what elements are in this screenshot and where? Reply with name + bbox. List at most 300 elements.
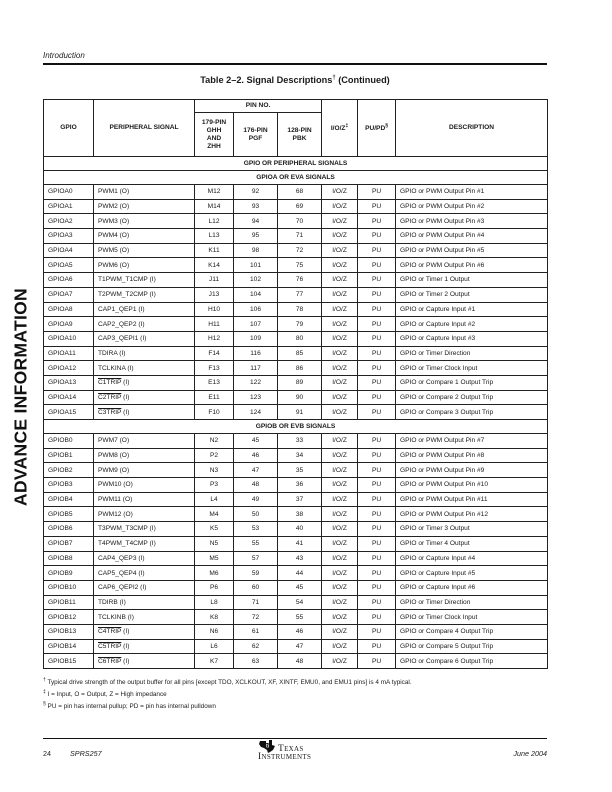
gpio-cell: GPIOB15	[44, 654, 94, 669]
pin-128-cell: 54	[278, 595, 322, 610]
ioz-cell: I/O/Z	[322, 258, 358, 273]
description-cell: GPIO or Timer Direction	[396, 346, 548, 361]
col-header-176-pin: 176-PIN PGF	[234, 113, 278, 157]
signal-name: T2PWM_T2CMP	[98, 291, 148, 299]
ioz-cell: I/O/Z	[322, 331, 358, 346]
pin-179-cell: K7	[195, 654, 234, 669]
ioz-cell: I/O/Z	[322, 405, 358, 420]
ioz-cell: I/O/Z	[322, 639, 358, 654]
ioz-cell: I/O/Z	[322, 361, 358, 376]
ioz-cell: I/O/Z	[322, 580, 358, 595]
signal-name: CAP5_QEP4	[98, 569, 137, 577]
description-cell: GPIO or Capture Input #1	[396, 302, 548, 317]
pupd-cell: PU	[358, 551, 396, 566]
section-row-gpioa: GPIOA OR EVA SIGNALS	[44, 171, 548, 185]
signal-direction: (I)	[125, 613, 134, 621]
table-row	[44, 273, 548, 288]
table-title-text: Table 2–2. Signal Descriptions	[200, 75, 333, 86]
gpio-cell: GPIOA9	[44, 317, 94, 332]
ioz-cell: I/O/Z	[322, 654, 358, 669]
pin-128-cell: 71	[278, 229, 322, 244]
signal-name: C6TRIP	[98, 657, 122, 665]
pupd-cell: PU	[358, 654, 396, 669]
gpio-cell: GPIOA12	[44, 361, 94, 376]
gpio-cell: GPIOB0	[44, 434, 94, 449]
signal-direction: (O)	[117, 217, 130, 225]
pin-179-cell: H10	[195, 302, 234, 317]
peripheral-signal-cell	[94, 302, 195, 317]
ioz-cell: I/O/Z	[322, 346, 358, 361]
signal-direction: (O)	[121, 510, 133, 518]
signal-name: T3PWM_T3CMP	[98, 525, 148, 533]
description-cell: GPIO or Compare 5 Output Trip	[396, 639, 548, 654]
texas-instruments-logo	[258, 740, 338, 764]
gpio-cell: GPIOB14	[44, 639, 94, 654]
gpio-cell: GPIOA15	[44, 405, 94, 420]
table-row	[44, 580, 548, 595]
pin-179-cell: H12	[195, 331, 234, 346]
peripheral-signal-cell	[94, 463, 195, 478]
pin-128-cell: 85	[278, 346, 322, 361]
table-title	[43, 75, 547, 85]
svg-text:ti: ti	[266, 743, 270, 750]
table-row	[44, 346, 548, 361]
peripheral-signal-cell	[94, 331, 195, 346]
ioz-cell: I/O/Z	[322, 390, 358, 405]
pin-176-cell: 92	[234, 185, 278, 200]
table-row	[44, 375, 548, 390]
footnote-double-dagger: ‡ I = Input, O = Output, Z = High impedance	[43, 689, 167, 699]
table-row	[44, 492, 548, 507]
description-cell: GPIO or Timer 2 Output	[396, 287, 548, 302]
table-row	[44, 639, 548, 654]
signal-direction: (O)	[117, 466, 130, 474]
table-row	[44, 243, 548, 258]
pin-176-cell: 71	[234, 595, 278, 610]
gpio-cell: GPIOA5	[44, 258, 94, 273]
side-banner	[8, 283, 34, 511]
description-cell: GPIO or PWM Output Pin #7	[396, 434, 548, 449]
document-id: SPRS257	[70, 749, 102, 758]
gpio-cell: GPIOB2	[44, 463, 94, 478]
description-cell: GPIO or Capture Input #4	[396, 551, 548, 566]
pin-179-cell: M12	[195, 185, 234, 200]
table-row	[44, 214, 548, 229]
peripheral-signal-cell	[94, 287, 195, 302]
col-header-peripheral-signal: PERIPHERAL SIGNAL	[94, 100, 195, 157]
ioz-cell: I/O/Z	[322, 214, 358, 229]
col-header-description: DESCRIPTION	[396, 100, 548, 157]
ioz-cell: I/O/Z	[322, 243, 358, 258]
signal-direction: (I)	[125, 364, 134, 372]
pin-179-cell: F10	[195, 405, 234, 420]
description-cell: GPIO or Timer Direction	[396, 595, 548, 610]
gpio-cell: GPIOA11	[44, 346, 94, 361]
pin-176-cell: 107	[234, 317, 278, 332]
description-cell: GPIO or PWM Output Pin #12	[396, 507, 548, 522]
peripheral-signal-cell	[94, 624, 195, 639]
gpio-cell: GPIOA4	[44, 243, 94, 258]
ioz-cell: I/O/Z	[322, 448, 358, 463]
signal-direction: (I)	[121, 379, 130, 387]
ioz-cell: I/O/Z	[322, 551, 358, 566]
pin-128-cell: 68	[278, 185, 322, 200]
pin-176-cell: 104	[234, 287, 278, 302]
pin-176-cell: 62	[234, 639, 278, 654]
peripheral-signal-cell	[94, 566, 195, 581]
pupd-cell: PU	[358, 346, 396, 361]
table-row	[44, 258, 548, 273]
pin-176-cell: 49	[234, 492, 278, 507]
pin-176-cell: 53	[234, 522, 278, 537]
pin-179-cell: E11	[195, 390, 234, 405]
peripheral-signal-cell	[94, 434, 195, 449]
signal-direction: (O)	[117, 437, 130, 445]
pin-179-cell: F14	[195, 346, 234, 361]
pin-128-cell: 47	[278, 639, 322, 654]
gpio-cell: GPIOA1	[44, 199, 94, 214]
pin-179-cell: K8	[195, 610, 234, 625]
pupd-cell: PU	[358, 522, 396, 537]
signal-direction: (I)	[121, 393, 130, 401]
signal-name: PWM4	[98, 232, 118, 240]
pin-176-cell: 102	[234, 273, 278, 288]
gpio-cell: GPIOB12	[44, 610, 94, 625]
pupd-cell: PU	[358, 624, 396, 639]
peripheral-signal-cell	[94, 405, 195, 420]
peripheral-signal-cell	[94, 595, 195, 610]
description-cell: GPIO or PWM Output Pin #11	[396, 492, 548, 507]
pin-128-cell: 79	[278, 317, 322, 332]
pin-179-cell: F13	[195, 361, 234, 376]
table-title-footnote-mark: †	[332, 75, 336, 81]
pin-128-cell: 86	[278, 361, 322, 376]
peripheral-signal-cell	[94, 375, 195, 390]
signal-name: PWM2	[98, 203, 118, 211]
pupd-cell: PU	[358, 405, 396, 420]
advance-information-label: ADVANCE INFORMATION	[10, 288, 31, 506]
pupd-cell: PU	[358, 492, 396, 507]
pin-176-cell: 57	[234, 551, 278, 566]
signal-direction: (I)	[121, 657, 130, 665]
pin-176-cell: 59	[234, 566, 278, 581]
pupd-cell: PU	[358, 390, 396, 405]
signal-direction: (I)	[147, 525, 156, 533]
signal-direction: (O)	[117, 261, 130, 269]
col-header-gpio: GPIO	[44, 100, 94, 157]
description-cell: GPIO or PWM Output Pin #8	[396, 448, 548, 463]
ioz-cell: I/O/Z	[322, 199, 358, 214]
pin-176-cell: 45	[234, 434, 278, 449]
ioz-cell: I/O/Z	[322, 610, 358, 625]
signal-name: TDIRB	[98, 598, 118, 606]
peripheral-signal-cell	[94, 390, 195, 405]
pin-128-cell: 35	[278, 463, 322, 478]
ti-logo-line2: Instruments	[258, 752, 312, 762]
signal-direction: (I)	[121, 408, 130, 416]
signal-direction: (I)	[121, 628, 130, 636]
signal-name: PWM8	[98, 452, 118, 460]
ioz-cell: I/O/Z	[322, 624, 358, 639]
description-cell: GPIO or Timer 3 Output	[396, 522, 548, 537]
table-row	[44, 331, 548, 346]
signal-direction: (O)	[117, 452, 130, 460]
signal-descriptions-table	[43, 99, 548, 669]
pin-176-cell: 72	[234, 610, 278, 625]
description-cell: GPIO or PWM Output Pin #10	[396, 478, 548, 493]
signal-name: PWM11	[98, 496, 121, 504]
pin-176-cell: 117	[234, 361, 278, 376]
description-cell: GPIO or Compare 4 Output Trip	[396, 624, 548, 639]
pin-179-cell: K5	[195, 522, 234, 537]
ioz-cell: I/O/Z	[322, 434, 358, 449]
gpio-cell: GPIOB8	[44, 551, 94, 566]
signal-name: T1PWM_T1CMP	[98, 276, 148, 284]
pin-176-cell: 116	[234, 346, 278, 361]
pin-176-cell: 55	[234, 536, 278, 551]
pin-179-cell: M5	[195, 551, 234, 566]
ioz-cell: I/O/Z	[322, 302, 358, 317]
description-cell: GPIO or PWM Output Pin #9	[396, 463, 548, 478]
signal-name: PWM6	[98, 261, 118, 269]
pin-179-cell: L6	[195, 639, 234, 654]
description-cell: GPIO or Compare 1 Output Trip	[396, 375, 548, 390]
pin-128-cell: 90	[278, 390, 322, 405]
peripheral-signal-cell	[94, 214, 195, 229]
gpio-cell: GPIOB6	[44, 522, 94, 537]
peripheral-signal-cell	[94, 522, 195, 537]
table-row	[44, 229, 548, 244]
gpio-cell: GPIOA2	[44, 214, 94, 229]
signal-direction: (O)	[117, 232, 130, 240]
signal-name: CAP4_QEP3	[98, 554, 137, 562]
ioz-cell: I/O/Z	[322, 478, 358, 493]
description-cell: GPIO or Timer Clock Input	[396, 610, 548, 625]
pin-128-cell: 72	[278, 243, 322, 258]
ioz-cell: I/O/Z	[322, 492, 358, 507]
pupd-cell: PU	[358, 361, 396, 376]
pin-179-cell: N5	[195, 536, 234, 551]
pin-176-cell: 101	[234, 258, 278, 273]
table-title-suffix: (Continued)	[335, 75, 390, 86]
pin-179-cell: K14	[195, 258, 234, 273]
pin-128-cell: 37	[278, 492, 322, 507]
pin-128-cell: 78	[278, 302, 322, 317]
col-header-ioz: I/O/Z‡	[322, 100, 358, 157]
peripheral-signal-cell	[94, 654, 195, 669]
gpio-cell: GPIOA14	[44, 390, 94, 405]
table-row	[44, 405, 548, 420]
signal-name: CAP6_QEPI2	[98, 584, 139, 592]
pin-128-cell: 48	[278, 654, 322, 669]
peripheral-signal-cell	[94, 273, 195, 288]
signal-direction: (I)	[117, 598, 126, 606]
peripheral-signal-cell	[94, 229, 195, 244]
pin-179-cell: L12	[195, 214, 234, 229]
pin-179-cell: J11	[195, 273, 234, 288]
gpio-cell: GPIOA7	[44, 287, 94, 302]
signal-direction: (O)	[121, 481, 133, 489]
pin-128-cell: 89	[278, 375, 322, 390]
pin-128-cell: 36	[278, 478, 322, 493]
signal-name: PWM7	[98, 437, 118, 445]
pupd-cell: PU	[358, 273, 396, 288]
pupd-cell: PU	[358, 507, 396, 522]
pin-128-cell: 46	[278, 624, 322, 639]
ioz-cell: I/O/Z	[322, 507, 358, 522]
pupd-cell: PU	[358, 610, 396, 625]
gpio-cell: GPIOB13	[44, 624, 94, 639]
peripheral-signal-cell	[94, 639, 195, 654]
pupd-cell: PU	[358, 536, 396, 551]
pupd-cell: PU	[358, 375, 396, 390]
pin-176-cell: 60	[234, 580, 278, 595]
peripheral-signal-cell	[94, 478, 195, 493]
pin-176-cell: 123	[234, 390, 278, 405]
pin-128-cell: 40	[278, 522, 322, 537]
gpio-cell: GPIOB3	[44, 478, 94, 493]
peripheral-signal-cell	[94, 448, 195, 463]
pin-128-cell: 44	[278, 566, 322, 581]
peripheral-signal-cell	[94, 199, 195, 214]
footnote-dagger: † Typical drive strength of the output buffer for all pins [except TDO, XCLKOUT, XF, XINTF, EMU0, and EMU1 pins] is 4 mA typical.	[43, 677, 412, 687]
ioz-cell: I/O/Z	[322, 566, 358, 581]
signal-name: TDIRA	[98, 349, 118, 357]
pin-128-cell: 55	[278, 610, 322, 625]
signal-name: T4PWM_T4CMP	[98, 540, 148, 548]
description-cell: GPIO or Capture Input #3	[396, 331, 548, 346]
signal-direction: (I)	[147, 276, 156, 284]
pupd-cell: PU	[358, 595, 396, 610]
ti-logo-line1: Texas	[278, 744, 304, 754]
gpio-cell: GPIOB4	[44, 492, 94, 507]
section-label: Introduction	[43, 51, 85, 60]
description-cell: GPIO or Compare 3 Output Trip	[396, 405, 548, 420]
table-row	[44, 522, 548, 537]
peripheral-signal-cell	[94, 346, 195, 361]
gpio-cell: GPIOA13	[44, 375, 94, 390]
pin-179-cell: M4	[195, 507, 234, 522]
footnote-section: § PU = pin has internal pullup; PD = pin has internal pulldown	[43, 701, 216, 711]
pupd-cell: PU	[358, 317, 396, 332]
pin-128-cell: 33	[278, 434, 322, 449]
signal-name: C2TRIP	[98, 393, 122, 401]
pin-128-cell: 91	[278, 405, 322, 420]
pin-128-cell: 80	[278, 331, 322, 346]
peripheral-signal-cell	[94, 536, 195, 551]
peripheral-signal-cell	[94, 507, 195, 522]
pin-128-cell: 69	[278, 199, 322, 214]
section-row-gpiob: GPIOB OR EVB SIGNALS	[44, 420, 548, 434]
bottom-rule	[43, 738, 547, 739]
pin-176-cell: 48	[234, 478, 278, 493]
signal-direction: (I)	[117, 349, 126, 357]
pupd-cell: PU	[358, 566, 396, 581]
pin-128-cell: 34	[278, 448, 322, 463]
signal-name: CAP1_QEP1	[98, 305, 137, 313]
pin-176-cell: 124	[234, 405, 278, 420]
pin-128-cell: 45	[278, 580, 322, 595]
signal-name: C5TRIP	[98, 642, 122, 650]
pin-128-cell: 70	[278, 214, 322, 229]
signal-name: CAP2_QEP2	[98, 320, 137, 328]
section-row-gpio-or-peripheral: GPIO OR PERIPHERAL SIGNALS	[44, 157, 548, 171]
pin-176-cell: 63	[234, 654, 278, 669]
peripheral-signal-cell	[94, 243, 195, 258]
signal-direction: (O)	[120, 496, 133, 504]
signal-name: PWM9	[98, 466, 118, 474]
pupd-cell: PU	[358, 331, 396, 346]
pupd-cell: PU	[358, 214, 396, 229]
peripheral-signal-cell	[94, 185, 195, 200]
pin-179-cell: M6	[195, 566, 234, 581]
pupd-cell: PU	[358, 639, 396, 654]
table-row	[44, 610, 548, 625]
peripheral-signal-cell	[94, 580, 195, 595]
signal-name: PWM10	[98, 481, 122, 489]
table-row	[44, 390, 548, 405]
description-cell: GPIO or PWM Output Pin #3	[396, 214, 548, 229]
table-row	[44, 434, 548, 449]
signal-direction: (I)	[136, 554, 145, 562]
pin-179-cell: K11	[195, 243, 234, 258]
signal-direction: (I)	[138, 584, 147, 592]
pin-176-cell: 95	[234, 229, 278, 244]
pin-176-cell: 47	[234, 463, 278, 478]
pin-176-cell: 122	[234, 375, 278, 390]
pin-179-cell: N6	[195, 624, 234, 639]
pin-128-cell: 77	[278, 287, 322, 302]
signal-direction: (I)	[136, 320, 145, 328]
gpio-cell: GPIOA3	[44, 229, 94, 244]
pupd-cell: PU	[358, 302, 396, 317]
table-row	[44, 654, 548, 669]
pin-176-cell: 61	[234, 624, 278, 639]
table-row	[44, 551, 548, 566]
signal-direction: (O)	[117, 188, 130, 196]
gpio-cell: GPIOA0	[44, 185, 94, 200]
ioz-cell: I/O/Z	[322, 229, 358, 244]
gpio-cell: GPIOB9	[44, 566, 94, 581]
description-cell: GPIO or Timer Clock Input	[396, 361, 548, 376]
table-row	[44, 199, 548, 214]
pin-128-cell: 43	[278, 551, 322, 566]
pupd-cell: PU	[358, 434, 396, 449]
pupd-cell: PU	[358, 580, 396, 595]
description-cell: GPIO or Compare 2 Output Trip	[396, 390, 548, 405]
signal-direction: (I)	[121, 642, 130, 650]
signal-direction: (I)	[136, 305, 145, 313]
table-row	[44, 536, 548, 551]
pin-128-cell: 75	[278, 258, 322, 273]
gpio-cell: GPIOB11	[44, 595, 94, 610]
table-row	[44, 463, 548, 478]
gpio-cell: GPIOA6	[44, 273, 94, 288]
gpio-cell: GPIOA10	[44, 331, 94, 346]
description-cell: GPIO or Compare 6 Output Trip	[396, 654, 548, 669]
pin-176-cell: 46	[234, 448, 278, 463]
pin-179-cell: N3	[195, 463, 234, 478]
signal-direction: (I)	[147, 291, 156, 299]
peripheral-signal-cell	[94, 258, 195, 273]
pin-179-cell: M14	[195, 199, 234, 214]
pin-179-cell: N2	[195, 434, 234, 449]
gpio-cell: GPIOB7	[44, 536, 94, 551]
ioz-cell: I/O/Z	[322, 375, 358, 390]
peripheral-signal-cell	[94, 317, 195, 332]
pin-179-cell: P3	[195, 478, 234, 493]
pin-176-cell: 98	[234, 243, 278, 258]
